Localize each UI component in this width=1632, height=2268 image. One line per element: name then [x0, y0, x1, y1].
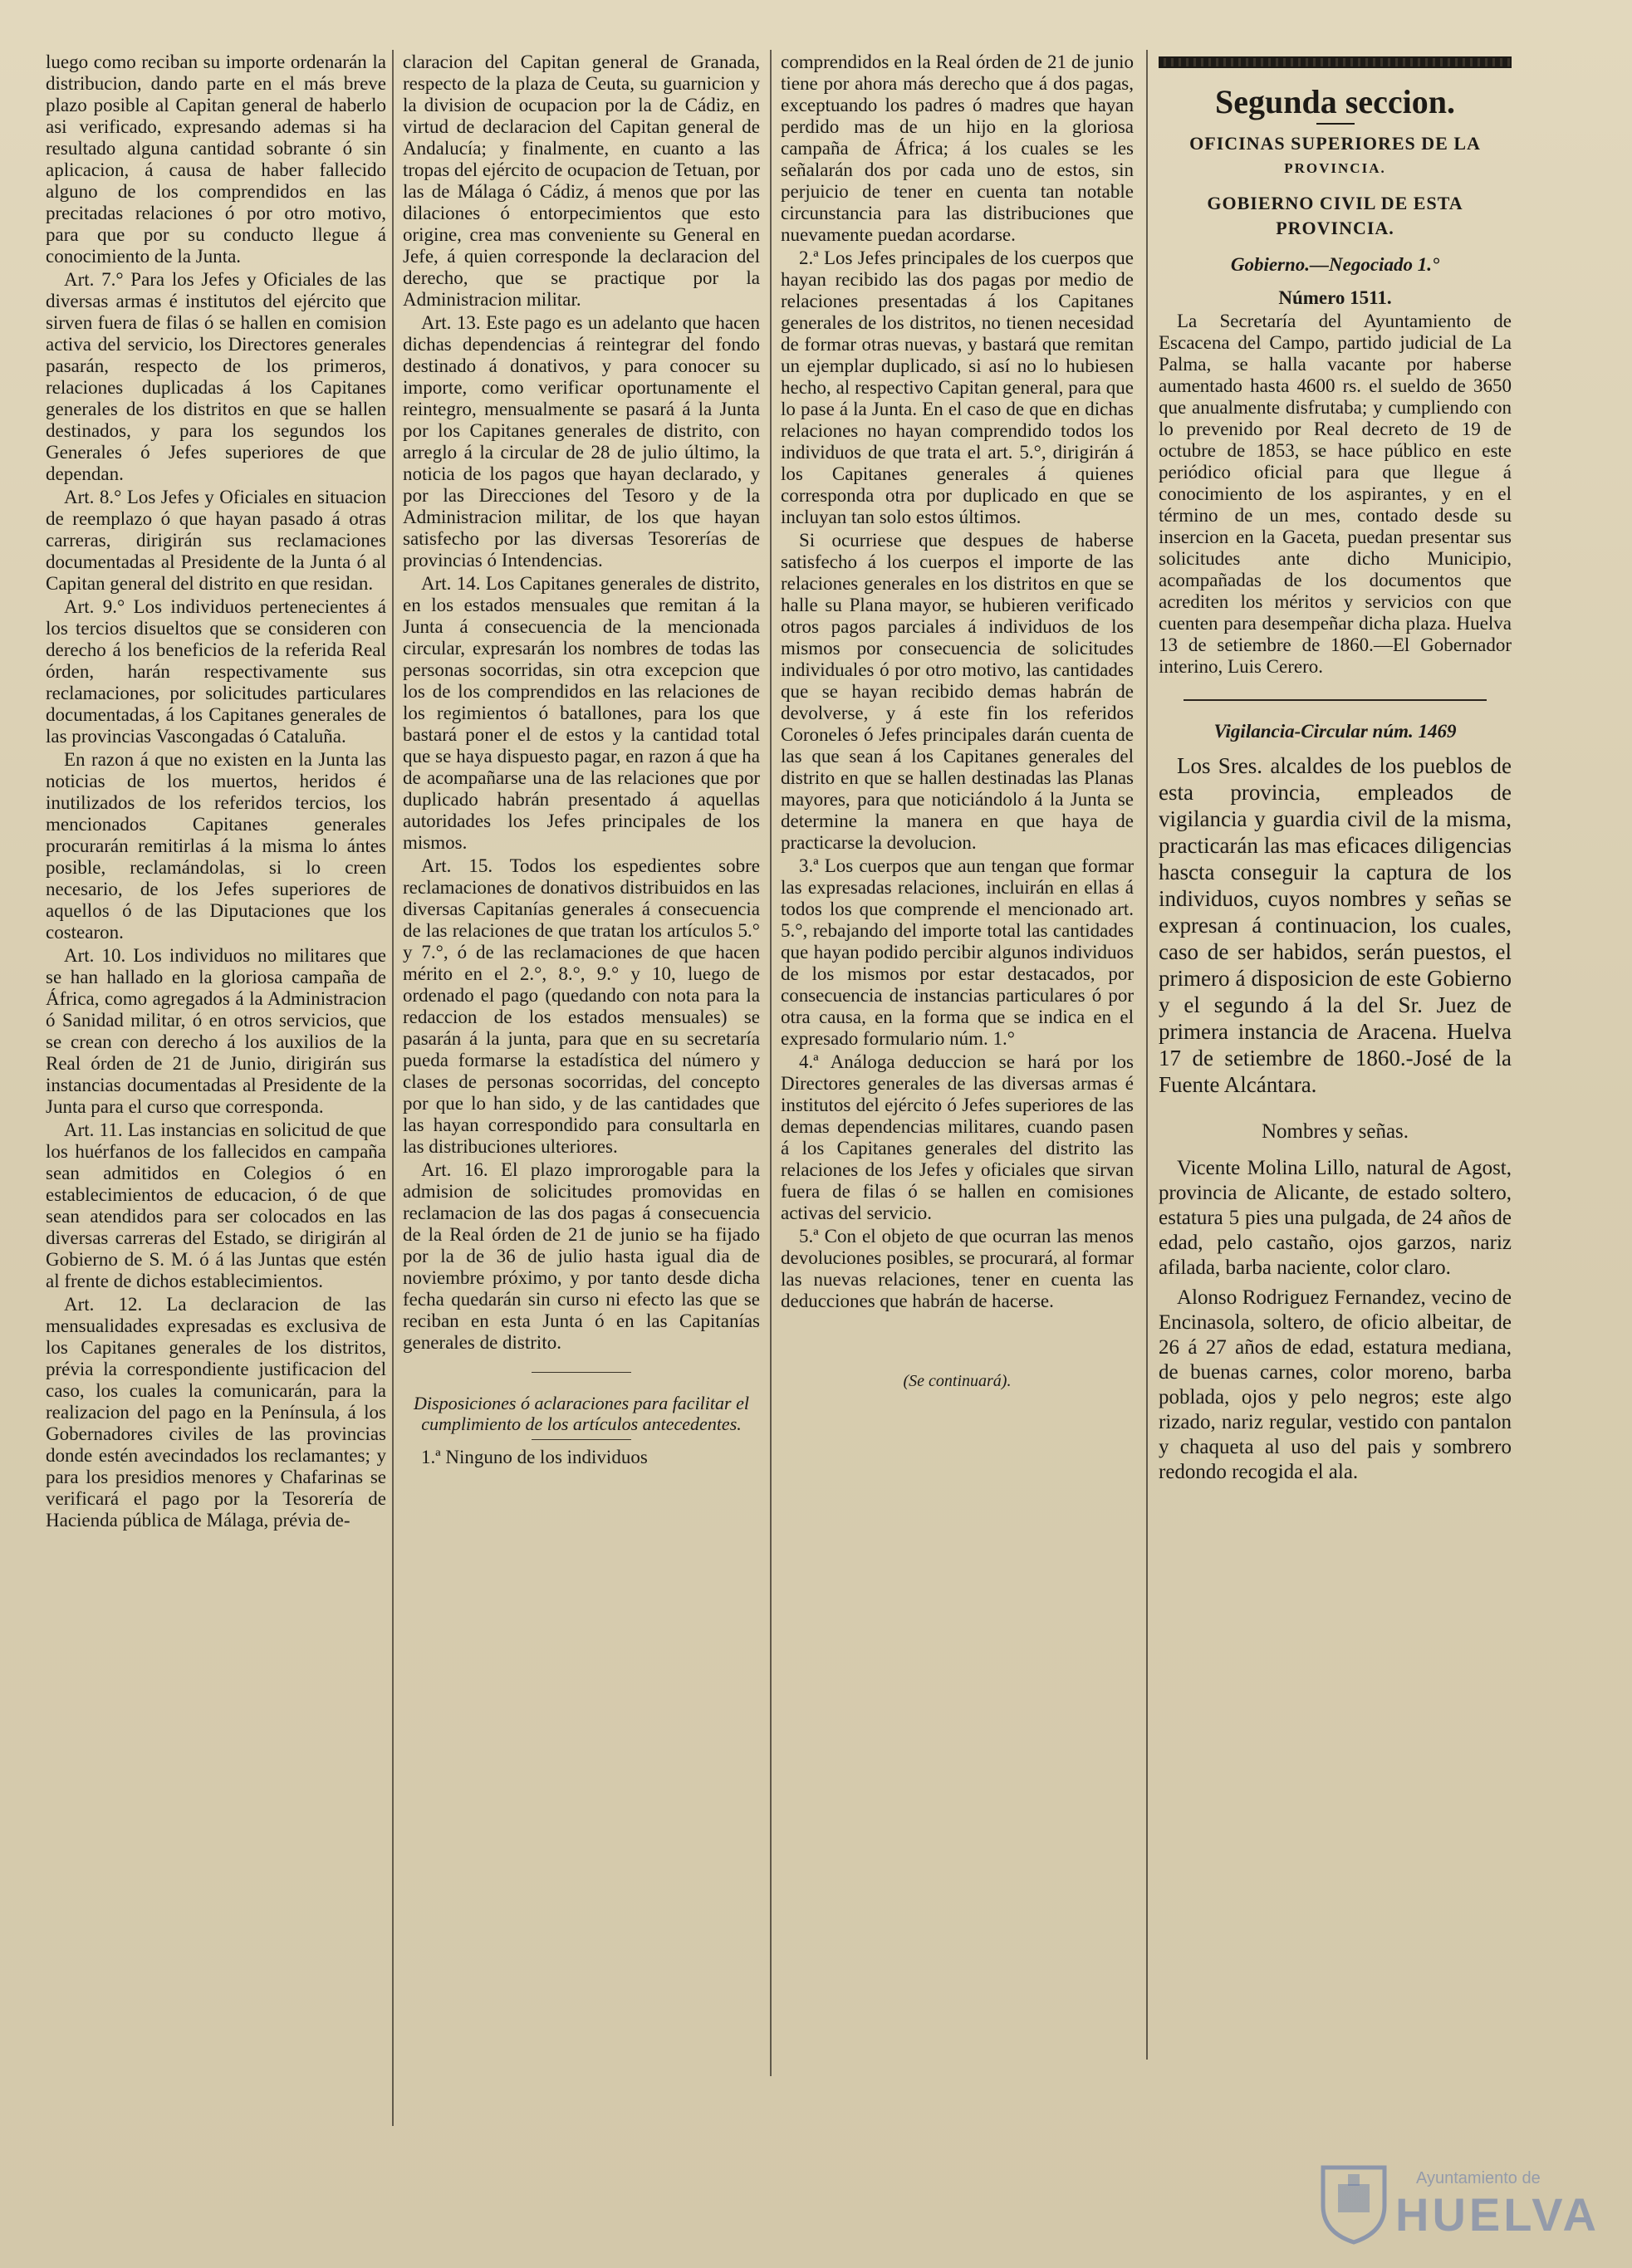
- article-13: Art. 13. Este pago es un adelanto que hacen dichas dependencias á reintegrar del fondo destinado á donativos, y para conocer su importe, como verificar oportunamente el reintegro, mensualmente se pasará á la Junta por los Capitanes generales de distrito, con arreglo á la circular de 28 de julio último, la noticia de los pagos que hayan declarado, y por las Direcciones del Tesoro y de la Administracion militar, de los que hayan satisfecho por las diversas Tesorerías de provincias ó Intendencias.: [403, 312, 760, 571]
- disposition-3: 3.ª Los cuerpos que aun tengan que formar las expresadas relaciones, incluirán en ellas á todos los que comprende el mencionado art. 5.°, rebajando del importe total las cantidades que hayan podido percibir algunos individuos de los mismos por estar destacados, por consecuencia de instancias particulares ó por otra causa, en la forma que se indica en el expresado formulario núm. 1.°: [781, 855, 1134, 1049]
- article-7: Art. 7.° Para los Jefes y Oficiales de las diversas armas é institutos del ejército que sirven fuera de filas ó se hallen en comision activa del servicio, los Directores generales pasarán, respecto de los primeros, relaciones duplicadas á los Capitanes generales de los distritos en que se hallen destinados, y para los segundos los Generales ó Jefes superiores de que dependan.: [46, 269, 386, 484]
- article-12: Art. 12. La declaracion de las mensualidades expresadas es exclusiva de los Capitanes generales de los distritos, prévia la correspondiente justificacion del caso, los cuales la comunicarán, para la realizacion del pago en la Península, á los Gobernadores civiles de las provincias donde estén avecindados los reclamantes; y para los presidios menores y Chafarinas se verificará el pago por la Tesorería de Hacienda pública de Málaga, prévia de-: [46, 1294, 386, 1531]
- notice-number: Número 1511.: [1278, 287, 1392, 308]
- bureau-label: Gobierno.—Negociado 1.°: [1230, 254, 1440, 275]
- dispositions-heading: Disposiciones ó aclaraciones para facilitar el cumplimiento de los artículos antecedentes.: [414, 1393, 749, 1434]
- divider: [532, 1439, 631, 1440]
- paragraph: comprendidos en la Real órden de 21 de junio tiene por ahora más derecho que á dos pagas, exceptuando los padres ó madres que hayan perdido mas de un hijo en la gloriosa campaña de África; á los cuales se les señalarán dos por cada uno de estos, sin perjuicio de tener en cuenta tan notable circunstancia para las distribuciones que nuevamente puedan acordarse.: [781, 51, 1134, 245]
- vigilance-heading: Vigilancia-Circular núm. 1469: [1213, 721, 1457, 742]
- disposition-5: 5.ª Con el objeto de que ocurran las menos devoluciones posibles, se procurará, al formar las nuevas relaciones, tener en cuenta las deducciones que habrán de hacerse.: [781, 1226, 1134, 1311]
- disposition-4: 4.ª Análoga deduccion se hará por los Directores generales de las diversas armas é institutos del ejército ó Jefes superiores de las demas dependencias militares, cuando pasen á los Capitanes generales del distrito las relaciones de los Jefes y oficiales que sirvan fuera de filas ó se hallen en comisiones activas del servicio.: [781, 1051, 1134, 1223]
- article-15: Art. 15. Todos los espedientes sobre reclamaciones de donativos distribuidos en las diversas Capitanías generales á consecuencia de las relaciones de que tratan los artículos 5.° y 7.°, ó de las reclamaciones de que hacen mérito en el 2.°, 8.°, 9.° y 10, luego de ordenado el pago (quedando con nota para la redaccion de los estados mensuales) se pasarán á la junta, para que en su secretaría pueda formarse la estadística del número y clases de personas socorridas, del concepto por que lo han sido, y de las cantidades que las hayan correspondido para consultarla en las distribuciones ulteriores.: [403, 855, 760, 1157]
- watermark-line1: Ayuntamiento de: [1416, 2169, 1541, 2187]
- disposition-2: 2.ª Los Jefes principales de los cuerpos que hayan recibido las dos pagas por medio de relaciones presentadas á los Capitanes generales de los distritos, no tienen necesidad de formar otras nuevas, y bastará que remitan un ejemplar duplicado, si así no lo hubiesen hecho, al respectivo Capitan general, para que lo pase á la Junta. En el caso de que en dichas relaciones no hayan comprendido todos los individuos de que trata el art. 5.°, dirigirán á los Capitanes generales á quienes corresponda otra por duplicado en que se incluyan tan solo estos últimos.: [781, 247, 1134, 527]
- continuation-note: (Se continuará).: [903, 1372, 1012, 1390]
- paragraph: Si ocurriese que despues de haberse satisfecho á los cuerpos el importe de las relaciones generales en los distritos en que se halle su Plana mayor, se hubieren verificado otros pagos parciales á individuos de los mismos por consecuencia de solicitudes individuales ó por otro motivo, las cantidades que se hayan recibido demas habrán de devolverse, y á este fin los referidos Coroneles ó Jefes principales darán cuenta de las que sean á los Capitanes generales del distrito en que se hallen destinadas las Planas mayores, para que noticiándolo á la Junta se determine la manera en que haya de practicarse la devolucion.: [781, 530, 1134, 853]
- article-8: Art. 8.° Los Jefes y Oficiales en situacion de reemplazo ó que hayan pasado á otras carreras, dirigirán sus reclamaciones documentadas al Presidente de la Junta ó al Capitan general del distrito en que residan.: [46, 487, 386, 594]
- article-14: Art. 14. Los Capitanes generales de distrito, en los estados mensuales que remitan á la Junta á consecuencia de la mencionada circular, expresarán los nombres de todas las personas socorridas, sin otra excepcion que los de los comprendidos en las relaciones de los regimientos ó batallones, para los que bastará poner el de estos y la cantidad total que se haya dispuesto pagar, en razon á que ha de acompañarse una de las relaciones que por duplicado habrán presentado á aquellas autoridades los Jefes principales de los mismos.: [403, 573, 760, 853]
- notice-text: La Secretaría del Ayuntamiento de Escacena del Campo, partido judicial de La Palma, se halla vacante por haberse aumentado hasta 4600 rs. el sueldo de 3650 que anualmente disfrutaba; y cumpliendo con lo prevenido por Real decreto de 19 de octubre de 1853, se hace público en este periódico oficial para que llegue á conocimiento de los aspirantes, y en el término de un mes, contado desde su insercion en la Gaceta, puedan presentar sus solicitudes ante dicho Municipio, acompañadas de los documentos que acrediten los méritos y servicios con que cuenten para desempeñar dicha plaza. Huelva 13 de setiembre de 1860.—El Gobernador interino, Luis Cerero.: [1159, 311, 1512, 677]
- article-9: Art. 9.° Los individuos pertenecientes á los tercios disueltos que se consideren con derecho á los beneficios de la referida Real órden, harán respectivamente sus reclamaciones, por solicitudes particulares documentadas, á los Capitanes generales de las provincias Vascongadas ó Cataluña.: [46, 596, 386, 747]
- person-description: Vicente Molina Lillo, natural de Agost, provincia de Alicante, de estado soltero, estatura 5 pies una pulgada, de 24 años de edad, pelo castaño, ojos garzos, nariz afilada, barba naciente, color claro.: [1159, 1157, 1512, 1279]
- paragraph: En razon á que no existen en la Junta las noticias de los muertos, heridos é inutilizados de los referidos tercios, los mencionados Capitanes generales procurarán remitirlas á la misma lo ántes posible, reclamándolas, si lo creen necesario, de los Jefes superiores de aquellos ó de las Diputaciones que los costearon.: [46, 749, 386, 943]
- circular-text: Los Sres. alcaldes de los pueblos de esta provincia, empleados de vigilancia y guardia civil de la misma, practicarán las mas eficaces diligencias hascta conseguir la captura de los individuos, cuyos nombres y señas se expresan á continuacion, los cuales, caso de ser habidos, serán puestos, el primero á disposicion de este Gobierno y el segundo á la del Sr. Juez de primera instancia de Aracena. Huelva 17 de setiembre de 1860.-José de la Fuente Alcántara.: [1159, 753, 1512, 1097]
- office-subheading: PROVINCIA.: [1284, 160, 1386, 176]
- watermark: [1316, 2159, 1600, 2251]
- article-10: Art. 10. Los individuos no militares que se han hallado en la gloriosa campaña de África, como agregados á la Administracion ó Sanidad militar, ó en otros servicios, que se crean con derecho á los auxilios de la Real órden de 21 de Junio, dirigirán sus instancias documentadas al Presidente de la Junta para el curso que corresponda.: [46, 945, 386, 1117]
- article-11: Art. 11. Las instancias en solicitud de que los huérfanos de los fallecidos en campaña sean admitidos en Colegios ó en establecimientos de educacion, ó de que sean atendidos para ser colocados en las diversas carreras del Estado, se dirigirán al Gobierno de S. M. ó á las Juntas que estén al frente de dichos establecimientos.: [46, 1119, 386, 1291]
- column-divider: [392, 50, 394, 2126]
- divider: [1316, 123, 1355, 125]
- government-heading: GOBIERNO CIVIL DE ESTA PROVINCIA.: [1207, 193, 1463, 238]
- person-description: Alonso Rodriguez Fernandez, vecino de Encinasola, soltero, de oficio albeitar, de 26 á 27 años de edad, estatura mediana, de buenas carnes, color moreno, barba poblada, ojos y pelo negros; este algo rizado, nariz regular, vestido con pantalon y chaqueta al uso del pais y sombrero redondo recogida el ala.: [1159, 1286, 1512, 1483]
- column-3: [781, 51, 1134, 2111]
- section-ornament-bar: [1159, 56, 1512, 68]
- paragraph: claracion del Capitan general de Granada, respecto de la plaza de Ceuta, su guarnicion y la division de ocupacion por la de Cádiz, en virtud de declaracion del Capitan general de Andalucía; y finalmente, en cuanto a las tropas del ejército de ocupacion de Tetuan, por las de Málaga ó Cádiz, á menos que por las dilaciones ó entorpecimientos que esto origine, crea mas conveniente su General en Jefe, á quien corresponde la declaracion del derecho, que se practique por la Administracion militar.: [403, 51, 760, 310]
- names-heading: Nombres y señas.: [1261, 1120, 1409, 1143]
- column-divider: [1146, 50, 1148, 2060]
- paragraph: luego como reciban su importe ordenarán la distribucion, dando parte en el más breve plazo posible al Capitan general de haberlo asi verificado, expresando ademas si ha resultado alguna cantidad sobrante ó sin aplicacion, á causa de haber fallecido alguno de los comprendidos en las precitadas relaciones ó por otro motivo, para que por su conducto llegue á conocimiento de la Junta.: [46, 51, 386, 267]
- column-4: [1159, 51, 1512, 2211]
- office-heading: OFICINAS SUPERIORES DE LA: [1189, 133, 1481, 154]
- column-2: [403, 51, 760, 2111]
- column-1: [46, 51, 386, 2248]
- disposition-1: 1.ª Ninguno de los individuos: [421, 1447, 648, 1467]
- section-title: Segunda seccion.: [1215, 83, 1455, 120]
- column-divider: [770, 50, 772, 2076]
- article-16: Art. 16. El plazo improrogable para la admision de solicitudes promovidas en reclamacion de las dos pagas á consecuencia de la Real órden de 21 de junio se ha fijado por la de 36 de julio hasta igual dia de noviembre próximo, y por tanto desde dicha fecha quedarán sin curso ni efecto las que se reciban en esta Junta ó en las Capitanías generales de distrito.: [403, 1159, 760, 1353]
- divider: [532, 1372, 631, 1373]
- coat-of-arms-icon: [1316, 2159, 1391, 2246]
- watermark-line2: HUELVA: [1395, 2188, 1600, 2241]
- divider: [1184, 699, 1487, 701]
